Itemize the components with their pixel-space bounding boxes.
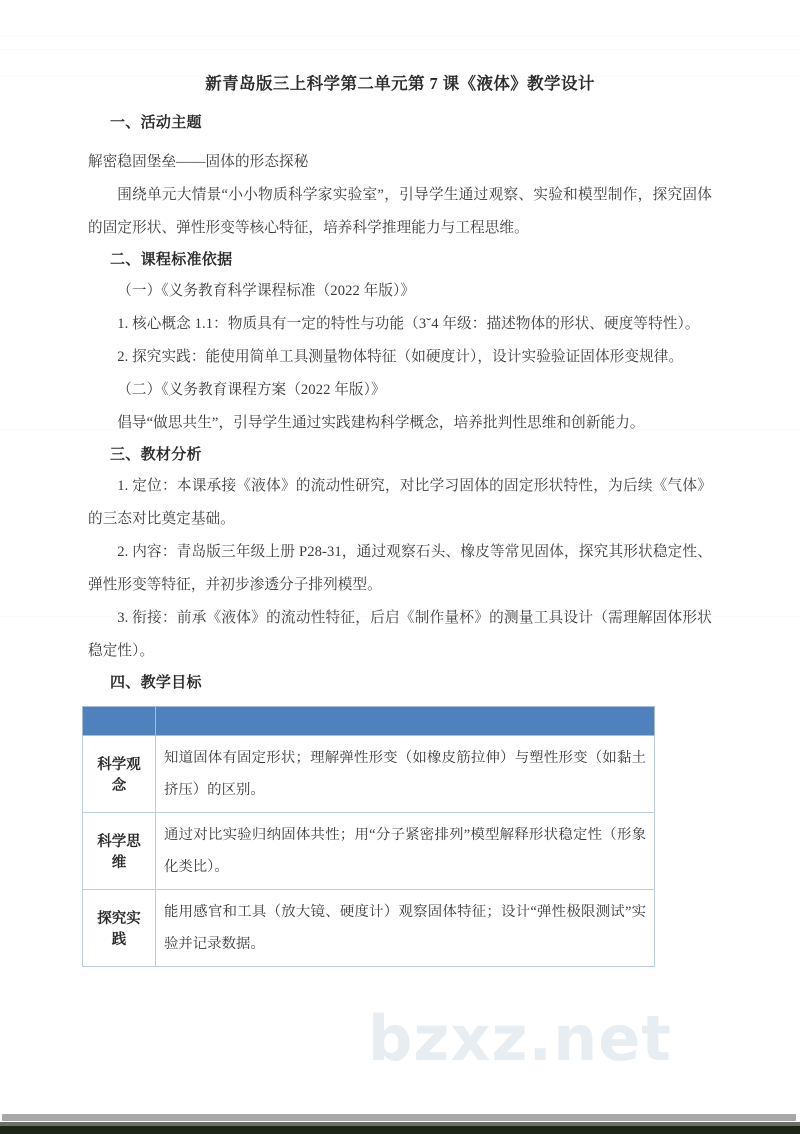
paragraph: 解密稳固堡垒——固体的形态探秘 (88, 154, 309, 170)
spacer (0, 94, 800, 108)
paragraph: 倡导“做思共生”，引导学生通过实践建构科学概念，培养批判性思维和创新能力。 (117, 415, 645, 431)
teaching-goals-table (82, 706, 655, 967)
table-header (83, 707, 655, 736)
table-body (83, 736, 655, 967)
section-heading-4: 四、教学目标 (110, 675, 202, 691)
section-heading-2: 二、课程标准依据 (110, 252, 233, 268)
page-title: 新青岛版三上科学第二单元第 7 课《液体》教学设计 (205, 74, 595, 93)
section-heading-3: 三、教材分析 (110, 447, 202, 463)
watermark-bzxz: bzxz.net (368, 1002, 672, 1075)
paragraph: 1. 核心概念 1.1：物质具有一定的特性与功能（3˘4 年级：描述物体的形状、硬度等特性）。 (117, 316, 700, 332)
paragraph: （二）《义务教育课程方案（2022 年版）》 (117, 382, 386, 398)
table-row (83, 890, 655, 967)
viewer-background (0, 1126, 800, 1134)
table-cell-label: 科学观念 (83, 736, 156, 813)
table-header-cell-dimension (83, 707, 156, 736)
table-header-row (83, 707, 655, 736)
paragraph: 围绕单元大情景“小小物质科学家实验室”，引导学生通过观察、实验和模型制作，探究固体的固定形状、弹性形变等核心特征，培养科学推理能力与工程思维。 (88, 187, 712, 236)
horizontal-scrollbar-thumb[interactable] (2, 1114, 796, 1121)
table-cell-content: 能用感官和工具（放大镜、硬度计）观察固体特征；设计“弹性极限测试”实验并记录数据。 (156, 890, 655, 967)
section-heading-1: 一、活动主题 (110, 115, 202, 131)
paragraph: 2. 探究实践：能使用简单工具测量物体特征（如硬度计），设计实验验证固体形变规律。 (117, 349, 684, 365)
spacer (0, 138, 800, 146)
paragraph: （一）《义务教育科学课程标准（2022 年版）》 (117, 283, 416, 299)
paragraph: 3. 衔接：前承《液体》的流动性特征，后启《制作量杯》的测量工具设计（需理解固体形状稳定性）。 (88, 610, 712, 659)
table-cell-label: 科学思维 (83, 813, 156, 890)
table-row (83, 736, 655, 813)
table-row (83, 813, 655, 890)
table-header-cell-description (156, 707, 655, 736)
paragraph: 2. 内容：青岛版三年级上册 P28-31，通过观察石头、橡皮等常见固体，探究其形状稳定性、弹性形变等特征，并初步渗透分子排列模型。 (88, 544, 712, 593)
table-cell-label: 探究实践 (83, 890, 156, 967)
table-cell-content: 知道固体有固定形状；理解弹性形变（如橡皮筋拉伸）与塑性形变（如黏土挤压）的区别。 (156, 736, 655, 813)
teaching-goals-table-wrapper (0, 706, 800, 967)
paragraph: 1. 定位：本课承接《液体》的流动性研究，对比学习固体的固定形状特性，为后续《气体》的三态对比奠定基础。 (88, 478, 712, 527)
table-cell-content: 通过对比实验归纳固体共性；用“分子紧密排列”模型解释形状稳定性（形象化类比）。 (156, 813, 655, 890)
